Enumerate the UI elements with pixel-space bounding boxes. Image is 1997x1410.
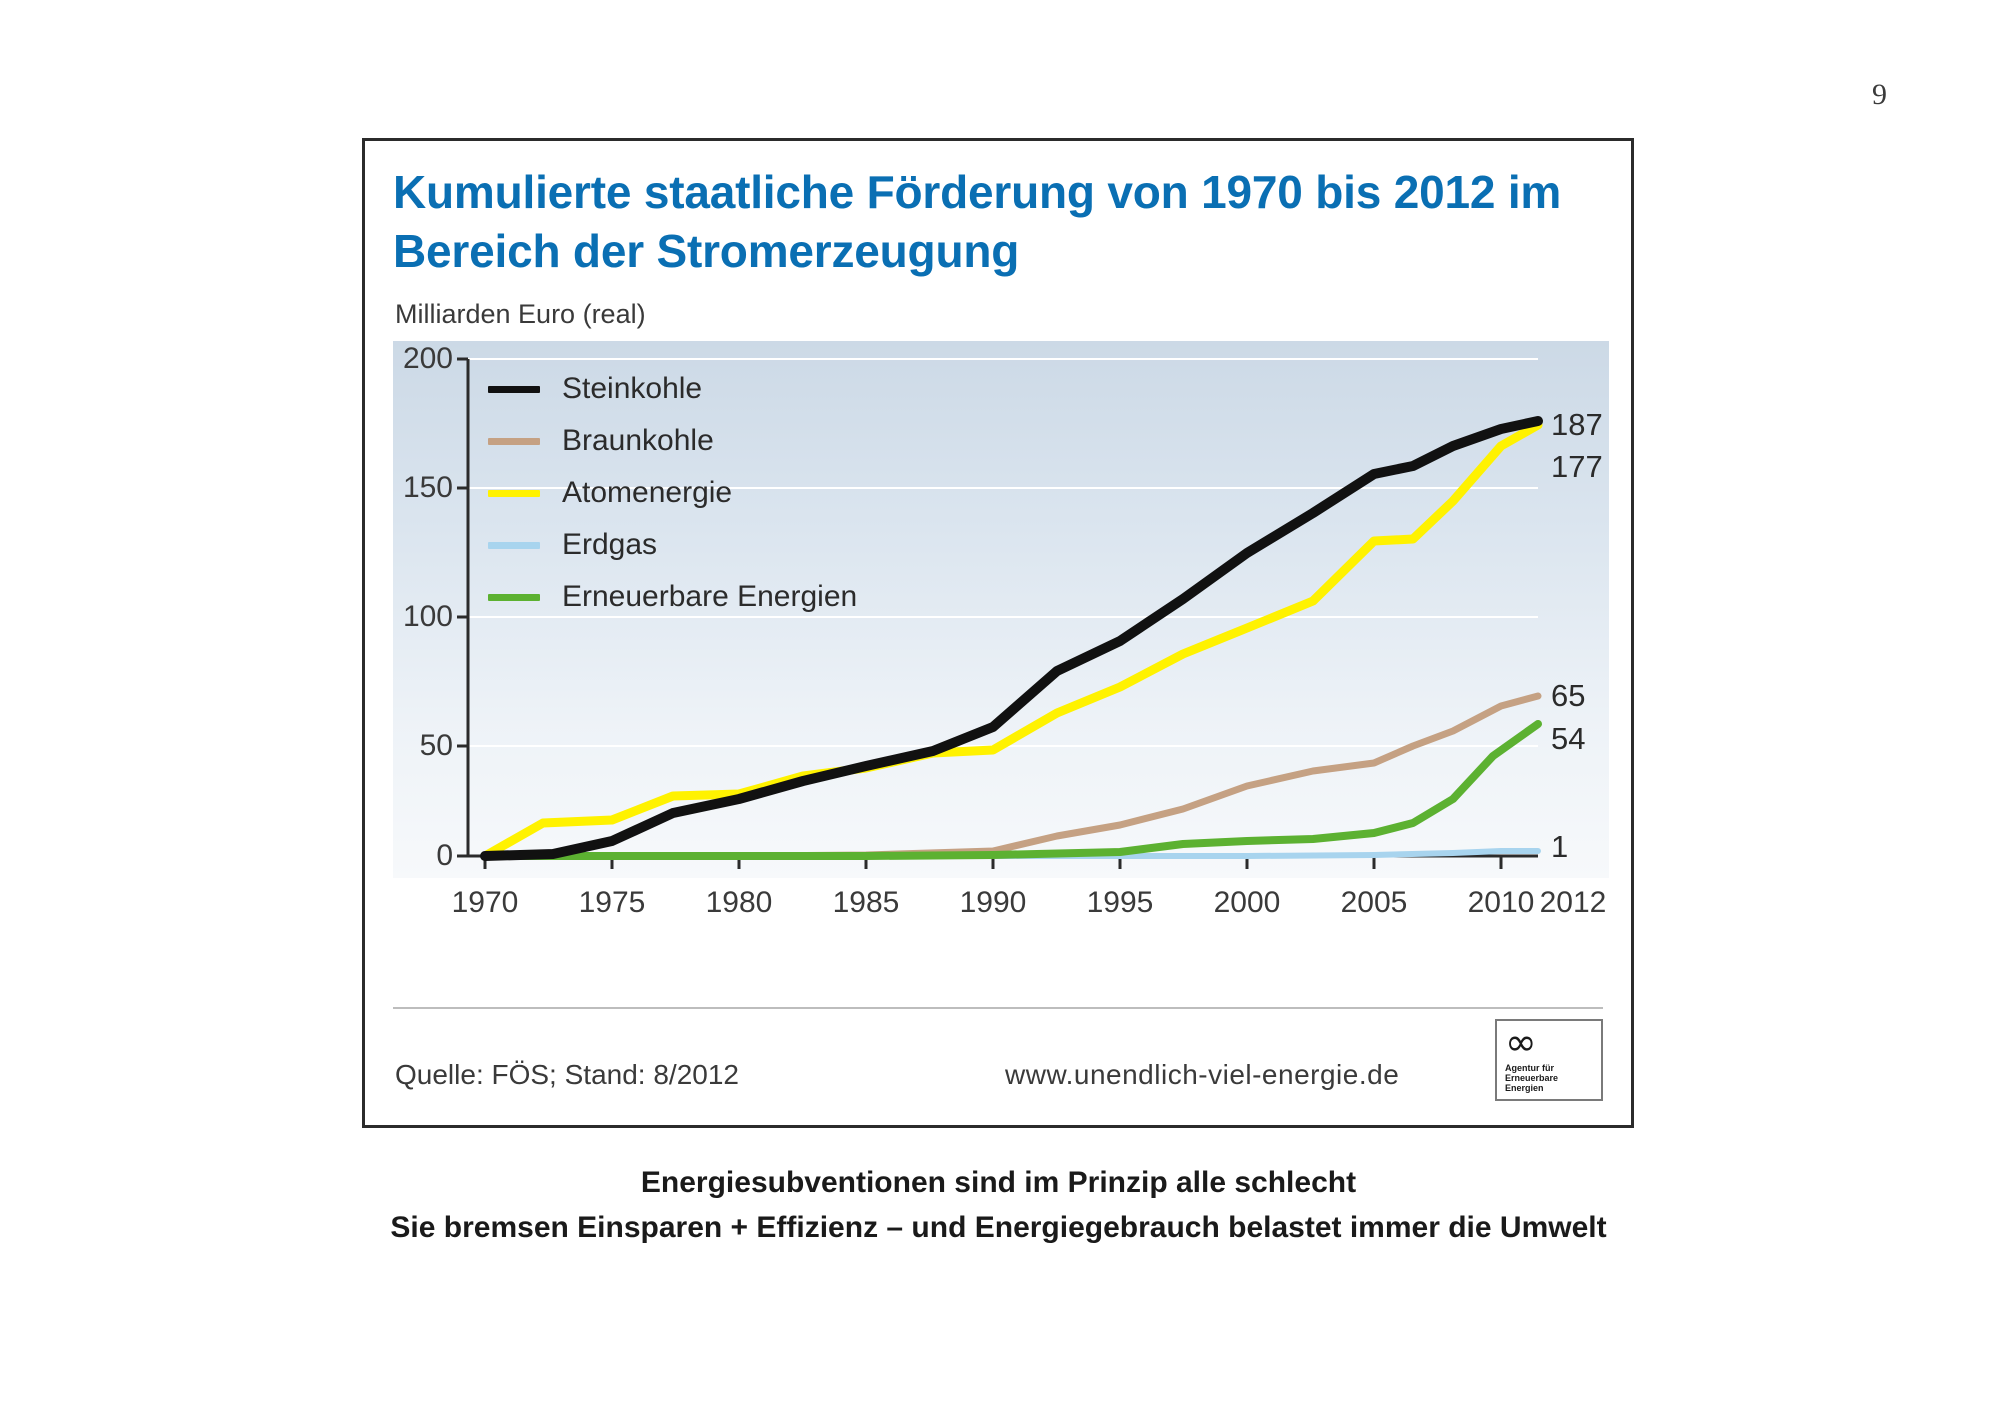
logo-line-2: Erneuerbare	[1505, 1073, 1559, 1083]
logo-line-3: Energien	[1505, 1083, 1544, 1093]
x-tick-1990: 1990	[959, 886, 1027, 919]
x-axis-labels	[393, 886, 1609, 936]
chart-legend	[488, 363, 857, 623]
legend-label-erdgas: Erdgas	[562, 528, 658, 561]
caption-line-1: Energiesubventionen sind im Prinzip alle schlecht	[640, 1166, 1357, 1199]
legend-label-steinkohle: Steinkohle	[562, 372, 703, 405]
chart-card	[362, 138, 1634, 1128]
end-value-erneuerbare: 54	[1551, 721, 1586, 756]
legend-label-atomenergie: Atomenergie	[562, 476, 733, 509]
x-tick-1975: 1975	[578, 886, 646, 919]
end-value-braunkohle: 65	[1551, 678, 1586, 713]
legend-swatch-icon-erneuerbare	[488, 594, 540, 601]
legend-swatch-icon-steinkohle	[488, 386, 540, 393]
y-tick-150: 150	[402, 471, 453, 504]
x-tick-2010: 2010	[1467, 886, 1535, 919]
y-tick-100: 100	[402, 600, 453, 633]
website-label: www.unendlich-viel-energie.de	[1005, 1059, 1400, 1090]
x-tick-2005: 2005	[1340, 886, 1408, 919]
y-tick-50: 50	[419, 729, 453, 762]
agentur-logo	[1495, 1019, 1603, 1101]
legend-item-erdgas	[488, 519, 857, 571]
x-tick-2000: 2000	[1213, 886, 1281, 919]
logo-subtitle	[1505, 1063, 1558, 1093]
y-tick-0: 0	[436, 839, 453, 872]
legend-swatch-icon-braunkohle	[488, 438, 540, 445]
end-value-erdgas: 1	[1551, 829, 1569, 864]
chart-plot-area	[393, 341, 1609, 981]
logo-line-1: Agentur für	[1505, 1063, 1554, 1073]
caption	[0, 1160, 1997, 1250]
legend-swatch-icon-erdgas	[488, 542, 540, 549]
infinity-rings-icon: ∞	[1505, 1020, 1532, 1064]
end-value-steinkohle: 177	[1551, 449, 1603, 484]
caption-line-2: Sie bremsen Einsparen + Effizienz – und Energiegebrauch belastet immer die Umwelt	[390, 1211, 1607, 1244]
x-tick-1995: 1995	[1086, 886, 1154, 919]
legend-item-steinkohle	[488, 363, 857, 415]
x-tick-1970: 1970	[451, 886, 519, 919]
end-value-atomenergie: 187	[1551, 407, 1603, 442]
legend-label-braunkohle: Braunkohle	[562, 424, 714, 457]
x-tick-1980: 1980	[705, 886, 773, 919]
y-tick-200: 200	[402, 342, 453, 375]
chart-units-label: Milliarden Euro (real)	[395, 299, 646, 329]
legend-swatch-icon-atomenergie	[488, 490, 540, 497]
source-label: Quelle: FÖS; Stand: 8/2012	[395, 1059, 739, 1090]
chart-footer	[365, 1007, 1631, 1125]
legend-item-braunkohle	[488, 415, 857, 467]
legend-item-atomenergie	[488, 467, 857, 519]
footer-divider	[393, 1007, 1603, 1009]
chart-title: Kumulierte staatliche Förderung von 1970 bis 2012 im Bereich der Stromerzeugung	[393, 166, 1562, 277]
legend-item-erneuerbare	[488, 571, 857, 623]
x-tick-2012: 2012	[1539, 886, 1607, 919]
page-number: 9	[1872, 78, 1887, 111]
legend-label-erneuerbare: Erneuerbare Energien	[562, 580, 858, 613]
x-tick-1985: 1985	[832, 886, 900, 919]
